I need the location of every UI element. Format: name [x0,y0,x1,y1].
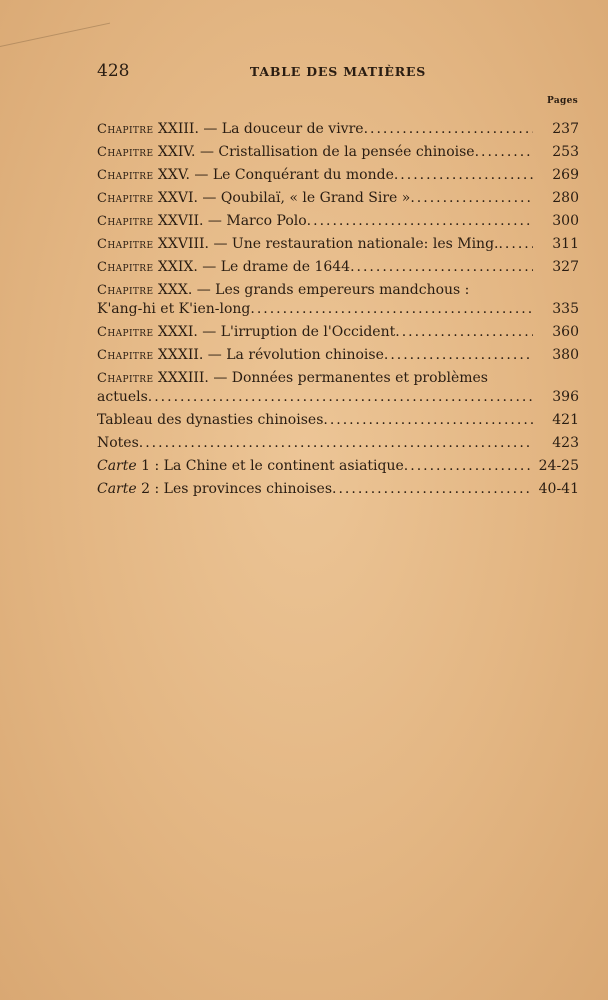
dot-leader [350,258,533,277]
toc-page-number: 380 [552,347,579,363]
dot-leader [475,143,533,162]
toc-entry [97,365,579,407]
dot-leader [139,434,533,453]
toc-entry-title: XXX. — Les grands empereurs mandchous : [157,282,470,298]
toc-page-number: 253 [552,144,579,160]
dot-leader [395,323,533,342]
chapter-prefix: Chapitre [97,168,154,183]
toc-page-number: 327 [552,259,579,275]
toc-entry-title: XXXIII. — Données permanentes et problèmes [157,370,488,386]
toc-entry [97,342,579,365]
toc-entry [97,407,579,430]
map-prefix: Carte [97,481,137,497]
page-number: 428 [97,61,130,81]
chapter-prefix: Chapitre [97,237,154,252]
dot-leader [498,235,533,254]
toc-entry-title: XXIII. — La douceur de vivre [157,121,364,137]
dot-leader [410,189,533,208]
chapter-prefix: Chapitre [97,214,154,229]
toc-entry-title: XXXI. — L'irruption de l'Occident [157,324,396,340]
toc-entry-title: Notes [97,435,139,451]
toc-entry-title: XXXII. — La révolution chinoise [157,347,384,363]
toc-entry-title: XXIV. — Cristallisation de la pensée chinoise [157,144,475,160]
page-header [97,61,579,83]
dot-leader [332,480,533,499]
dot-leader [148,388,533,407]
chapter-prefix: Chapitre [97,283,154,298]
chapter-prefix: Chapitre [97,348,154,363]
chapter-prefix: Chapitre [97,260,154,275]
toc-entry-title-continued: actuels [97,389,148,405]
chapter-prefix: Chapitre [97,371,154,386]
toc-entry [97,254,579,277]
map-prefix: Carte [97,458,137,474]
dot-leader [307,212,533,231]
toc-entry-title: 2 : Les provinces chinoises [141,481,333,497]
toc-entry-title-continued: K'ang-hi et K'ien-long [97,301,251,317]
toc-entry-title: Tableau des dynasties chinoises [97,412,324,428]
toc-entry-title: XXIX. — Le drame de 1644 [157,259,351,275]
toc-page-number: 335 [552,301,579,317]
toc-entry [97,162,579,185]
toc-entry [97,139,579,162]
pages-column-label: Pages [547,96,578,106]
toc-entry [97,185,579,208]
toc-page-number: 24-25 [538,458,579,474]
toc-entry [97,231,579,254]
toc-entry-title: XXVIII. — Une restauration nationale: les Ming. [157,236,499,252]
toc-page-number: 237 [552,121,579,137]
toc-entry-title: XXV. — Le Conquérant du monde [157,167,394,183]
folded-corner [0,0,110,47]
table-of-contents [97,116,579,499]
toc-entry-title: XXVI. — Qoubilaï, « le Grand Sire » [157,190,411,206]
dot-leader [323,411,533,430]
dot-leader [250,300,533,319]
toc-entry [97,453,579,476]
toc-page-number: 40-41 [538,481,579,497]
toc-page-number: 360 [552,324,579,340]
toc-page-number: 311 [552,236,579,252]
toc-page-number: 421 [552,412,579,428]
chapter-prefix: Chapitre [97,145,154,160]
chapter-prefix: Chapitre [97,122,154,137]
toc-page-number: 396 [552,389,579,405]
toc-entry [97,208,579,231]
dot-leader [384,346,533,365]
toc-page-number: 269 [552,167,579,183]
toc-entry [97,476,579,499]
running-title: TABLE DES MATIÈRES [249,64,427,79]
dot-leader [364,120,533,139]
toc-page-number: 300 [552,213,579,229]
chapter-prefix: Chapitre [97,191,154,206]
dot-leader [394,166,533,185]
toc-entry [97,430,579,453]
dot-leader [404,457,533,476]
toc-entry-title: 1 : La Chine et le continent asiatique [141,458,404,474]
toc-entry [97,116,579,139]
toc-entry [97,277,579,319]
toc-entry-title: XXVII. — Marco Polo [157,213,307,229]
toc-entry [97,319,579,342]
chapter-prefix: Chapitre [97,325,154,340]
toc-page-number: 280 [552,190,579,206]
toc-page-number: 423 [552,435,579,451]
